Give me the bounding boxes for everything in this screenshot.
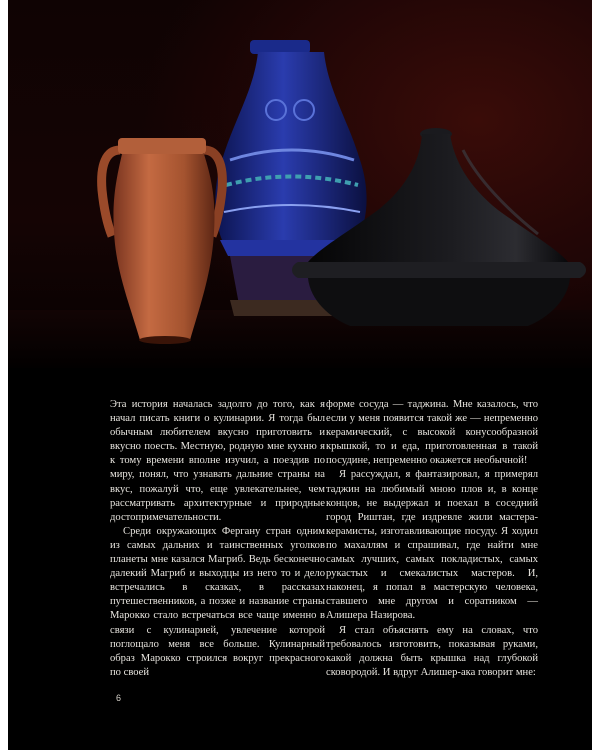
paragraph: форме сосуда — таджина. Мне казалось, что если у меня появится такой же — непременно керамический, с высокой конусообразной крышкой, то и еда, приготовленная в такой посудине, непременно окажется необычной! (326, 399, 538, 467)
paragraph: Я стал объяснять ему на словах, что требовалось изготовить, показывая руками, какой должна быть крышка над глубокой сковородой. И вдруг Алишер-ака говорит мне: (326, 624, 538, 678)
paragraph: Я рассуждал, я фантазировал, я примерял таджин на любимый мною плов и, в конце концов, не выдержал и поехал в соседний город Риштан, где издревле жили мастера-керамисты, изготавливающие посуду. Я ходил по махаллям и спрашивал, где найти мне самых лучших, самых покладистых, самых рукастых и смекалистых мастеров. И, наконец, я попал в мастерскую человека, ставшего мне другом и соратником — Алишера Назирова. (326, 469, 538, 622)
page-number: 6 (116, 693, 122, 703)
text-column-right (326, 398, 538, 680)
text-column-left (110, 398, 325, 680)
paragraph: Среди окружающих Фергану стран одним из самых дальних и таинственных уголков планеты мне казался Магриб. Ведь бесконечно далекий Магриб и выходцы из него то и дело встречались в сказках, в рассказах путешественников, а позже и название страны Марокко стало встречаться все чаще именно в связи с кулинарией, увлечение которой поглощало меня все больше. Кулинарный образ Марокко строился вокруг прекрасного по своей (110, 525, 325, 678)
moroccan-pottery-photo (8, 0, 592, 368)
pottery-photo (8, 0, 592, 368)
paragraph: Эта история началась задолго до того, как я начал писать книги о кулинарии. Я тогда был обычным любителем вкусно приготовить и вкусно поесть. Местную, родную мне кухню я к тому времени вполне изучил, а поездив по миру, понял, что узнавать дальние страны на вкус, пожалуй что, еще увлекательнее, чем рассматривать архитектурные и природные достопримечательности. (110, 399, 325, 523)
book-page (8, 0, 592, 750)
